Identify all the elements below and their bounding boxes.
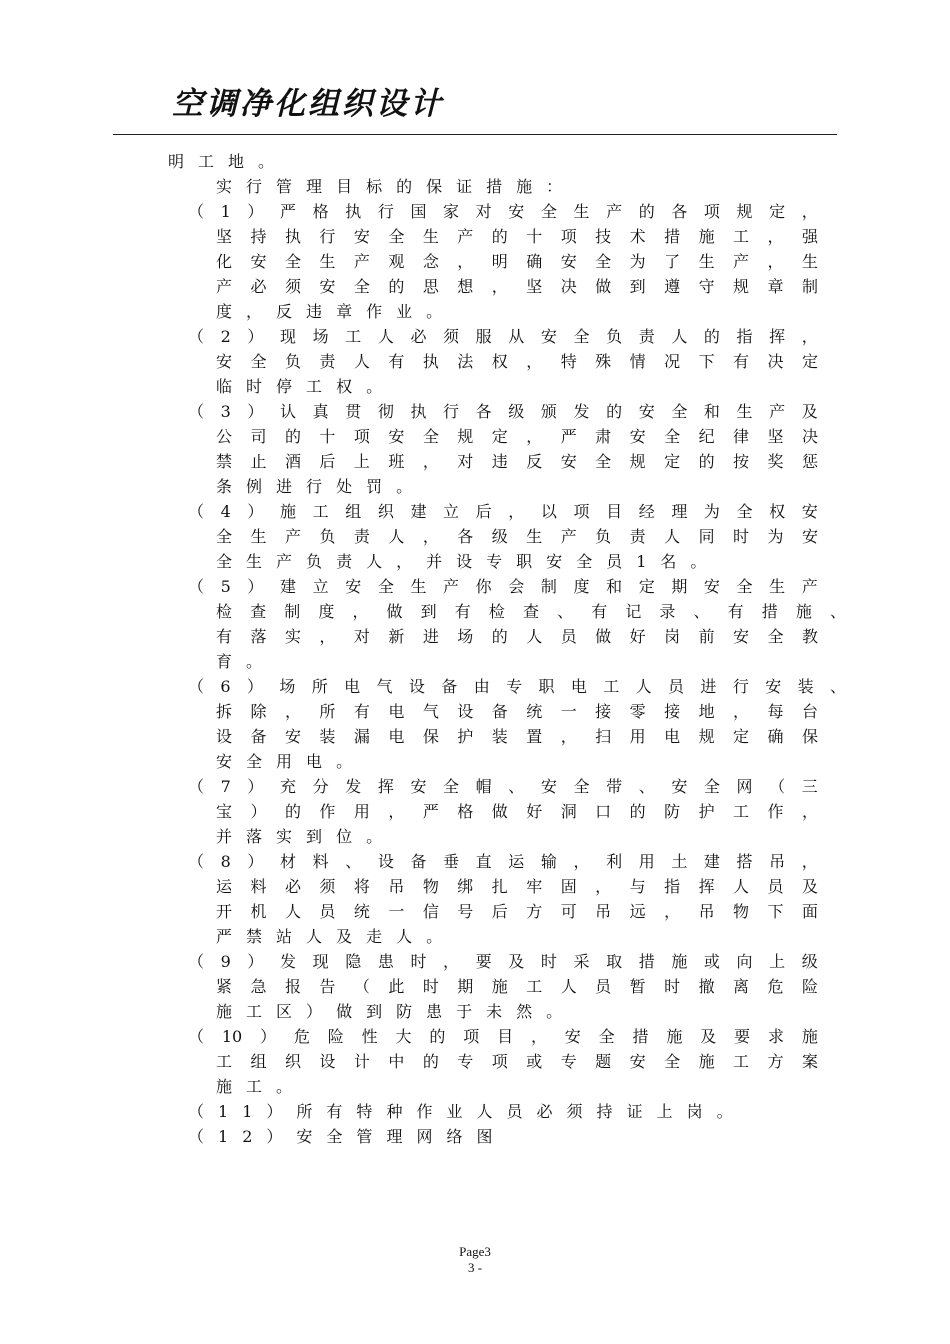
body-line: 拆 除 ， 所 有 电 气 设 备 统 一 接 零 接 地 ， 每 台	[216, 702, 818, 721]
body-line: （ 7 ） 充 分 发 挥 安 全 帽 、 安 全 带 、 安 全 网 （ 三	[188, 777, 818, 796]
body-line: 坚 持 执 行 安 全 生 产 的 十 项 技 术 措 施 工 ， 强	[216, 227, 818, 246]
body-line: 临 时 停 工 权 。	[216, 377, 397, 396]
body-line: 严 禁 站 人 及 走 人 。	[216, 927, 457, 946]
body-line: 施 工 。	[216, 1077, 307, 1096]
body-line: （ 10 ） 危 险 性 大 的 项 目 ， 安 全 措 施 及 要 求 施	[188, 1027, 818, 1046]
body-line: 开 机 人 员 统 一 信 号 后 方 可 吊 远 ， 吊 物 下 面	[216, 902, 818, 921]
footer-page-number: 3 -	[467, 1260, 483, 1275]
body-line: 设 备 安 装 漏 电 保 护 装 置 ， 扫 用 电 规 定 确 保	[216, 727, 818, 746]
document-header-title: 空调净化组织设计	[172, 86, 444, 122]
body-line: 禁 止 酒 后 上 班 ， 对 违 反 安 全 规 定 的 按 奖 惩	[216, 452, 818, 471]
body-line: 全 生 产 负 责 人 ， 并 设 专 职 安 全 员 1 名 。	[216, 552, 721, 571]
body-line: 度 ， 反 违 章 作 业 。	[216, 302, 457, 321]
body-line: 明 工 地 。	[168, 152, 289, 171]
body-line: 全 生 产 负 责 人 ， 各 级 生 产 负 责 人 同 时 为 安	[216, 527, 818, 546]
body-line: 宝 ） 的 作 用 ， 严 格 做 好 洞 口 的 防 护 工 作 ，	[216, 802, 818, 821]
body-line: （ 3 ） 认 真 贯 彻 执 行 各 级 颁 发 的 安 全 和 生 产 及	[188, 402, 818, 421]
body-line: （ 11 ） 所 有 特 种 作 业 人 员 必 须 持 证 上 岗 。	[188, 1102, 747, 1121]
body-line: 紧 急 报 告 （ 此 时 期 施 工 人 员 暂 时 撤 离 危 险	[216, 977, 818, 996]
body-line: （ 4 ） 施 工 组 织 建 立 后 ， 以 项 目 经 理 为 全 权 安	[188, 502, 818, 521]
body-line: （ 2 ） 现 场 工 人 必 须 服 从 安 全 负 责 人 的 指 挥 ，	[188, 327, 818, 346]
body-line: 公 司 的 十 项 安 全 规 定 ， 严 肃 安 全 纪 律 坚 决	[216, 427, 818, 446]
body-line: （ 6 ） 场 所 电 气 设 备 由 专 职 电 工 人 员 进 行 安 装 、	[188, 677, 846, 696]
body-line: 运 料 必 须 将 吊 物 绑 扎 牢 固 ， 与 指 挥 人 员 及	[216, 877, 818, 896]
footer-page-label: Page3	[459, 1244, 491, 1259]
body-line: 化 安 全 生 产 观 念 ， 明 确 安 全 为 了 生 产 ， 生	[216, 252, 818, 271]
body-line: 实 行 管 理 目 标 的 保 证 措 施 ：	[216, 177, 577, 196]
body-line: 安 全 用 电 。	[216, 752, 367, 771]
body-line: （ 8 ） 材 料 、 设 备 垂 直 运 输 ， 利 用 土 建 搭 吊 ，	[188, 852, 818, 871]
body-line: 产 必 须 安 全 的 思 想 ， 坚 决 做 到 遵 守 规 章 制	[216, 277, 818, 296]
body-line: 安 全 负 责 人 有 执 法 权 ， 特 殊 情 况 下 有 决 定	[216, 352, 818, 371]
body-line: 有 落 实 ， 对 新 进 场 的 人 员 做 好 岗 前 安 全 教	[216, 627, 818, 646]
body-line: （ 9 ） 发 现 隐 患 时 ， 要 及 时 采 取 措 施 或 向 上 级	[188, 952, 818, 971]
body-line: 育 。	[216, 652, 277, 671]
body-line: （ 12 ） 安 全 管 理 网 络 图	[188, 1127, 507, 1146]
body-line: （ 5 ） 建 立 安 全 生 产 你 会 制 度 和 定 期 安 全 生 产	[188, 577, 818, 596]
header-divider	[113, 134, 837, 135]
body-line: 并 落 实 到 位 。	[216, 827, 397, 846]
body-line: 施 工 区 ） 做 到 防 患 于 未 然 。	[216, 1002, 577, 1021]
body-line: 工 组 织 设 计 中 的 专 项 或 专 题 安 全 施 工 方 案	[216, 1052, 818, 1071]
body-line: （ 1 ） 严 格 执 行 国 家 对 安 全 生 产 的 各 项 规 定 ，	[188, 202, 818, 221]
body-line: 检 查 制 度 ， 做 到 有 检 查 、 有 记 录 、 有 措 施 、	[216, 602, 846, 621]
body-line: 条 例 进 行 处 罚 。	[216, 477, 427, 496]
